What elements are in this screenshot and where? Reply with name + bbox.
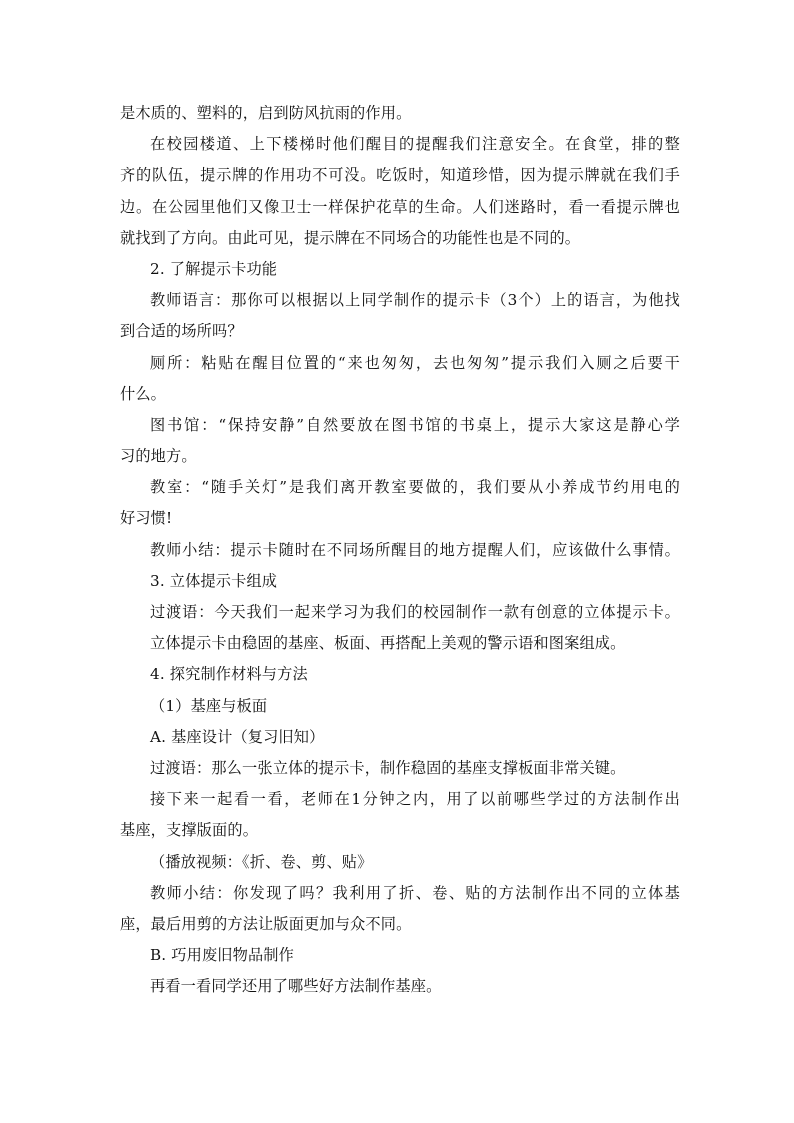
- document-body: [120, 98, 680, 1002]
- paragraph-line: 在校园楼道、上下楼梯时他们醒目的提醒我们注意安全。在食堂，排的整: [150, 135, 680, 154]
- paragraph-line: 过渡语：今天我们一起来学习为我们的校园制作一款有创意的立体提示卡。: [150, 603, 680, 621]
- paragraph-line: 过渡语：那么一张立体的提示卡，制作稳固的基座支撑板面非常关键。: [150, 758, 626, 777]
- section-heading: 3. 立体提示卡组成: [150, 571, 278, 590]
- paragraph-line: 是木质的、塑料的，启到防风抗雨的作用。: [120, 104, 412, 122]
- paragraph-line: 教室：“随手关灯”是我们离开教室要做的，我们要从小养成节约用电的: [150, 478, 680, 497]
- section-heading: 2. 了解提示卡功能: [150, 259, 278, 278]
- paragraph-line: 好习惯!: [120, 509, 173, 528]
- section-heading: 4. 探究制作材料与方法: [150, 665, 308, 684]
- paragraph-line: 基座，支撑版面的。: [120, 821, 259, 840]
- paragraph-line: 座，最后用剪的方法让版面更加与众不同。: [120, 914, 412, 933]
- subsection-heading: B. 巧用废旧物品制作: [150, 946, 294, 965]
- paragraph-line: 厕所：粘贴在醒目位置的“来也匆匆，去也匆匆”提示我们入厕之后要干: [150, 353, 680, 372]
- paragraph-line: 图书馆：“保持安静”自然要放在图书馆的书桌上，提示大家这是静心学: [150, 415, 680, 434]
- paragraph-line: 边。在公园里他们又像卫士一样保护花草的生命。人们迷路时，看一看提示牌也: [120, 197, 680, 216]
- paragraph-line: 就找到了方向。由此可见，提示牌在不同场合的功能性也是不同的。: [120, 228, 581, 247]
- subsection-heading: A. 基座设计（复习旧知）: [150, 727, 325, 746]
- paragraph-line: 到合适的场所吗？: [120, 322, 243, 341]
- paragraph-line: 教师小结：你发现了吗？我利用了折、卷、贴的方法制作出不同的立体基: [150, 883, 680, 902]
- paragraph-line: 什么。: [120, 384, 167, 403]
- paragraph-line: 再看一看同学还用了哪些好方法制作基座。: [150, 977, 442, 996]
- paragraph-line: 教师语言：那你可以根据以上同学制作的提示卡（3个）上的语言，为他找: [150, 291, 680, 310]
- paragraph-line: （播放视频：《折、卷、剪、贴》: [150, 852, 373, 871]
- paragraph-line: 教师小结：提示卡随时在不同场所醒目的地方提醒人们，应该做什么事情。: [150, 540, 680, 559]
- paragraph-line: 齐的队伍，提示牌的作用功不可没。吃饭时，知道珍惜，因为提示牌就在我们手: [120, 166, 680, 185]
- paragraph-line: 习的地方。: [120, 447, 197, 466]
- paragraph-line: 接下来一起看一看，老师在1分钟之内，用了以前哪些学过的方法制作出: [150, 790, 680, 809]
- paragraph-line: 立体提示卡由稳固的基座、板面、再搭配上美观的警示语和图案组成。: [150, 634, 626, 653]
- subsection-heading: （1）基座与板面: [150, 696, 268, 715]
